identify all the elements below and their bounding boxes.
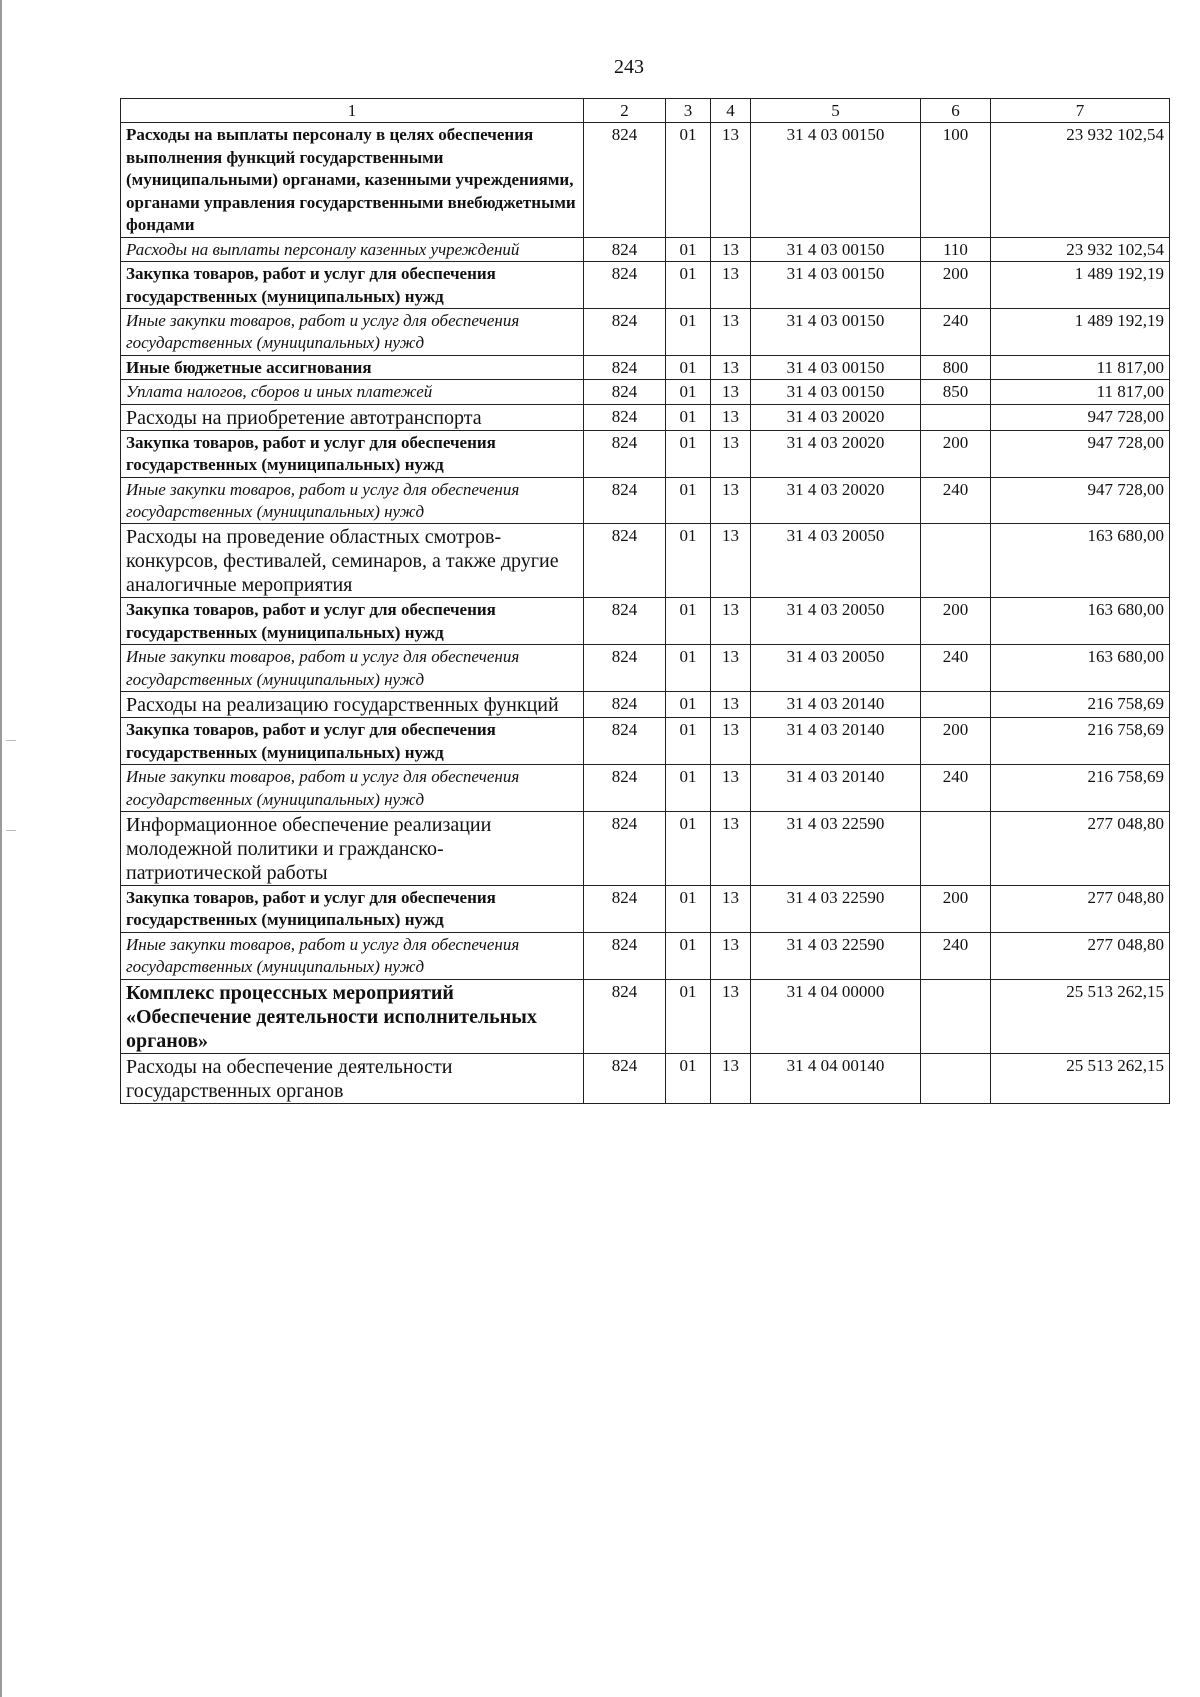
- table-row: [121, 524, 1170, 598]
- table-row: [121, 645, 1170, 692]
- amount-cell: 277 048,80: [991, 932, 1170, 979]
- section-code-cell: 01: [666, 1053, 711, 1103]
- target-article-cell: 31 4 03 20140: [751, 765, 921, 812]
- column-header: 2: [584, 99, 666, 123]
- subsection-code-cell: 13: [711, 380, 751, 404]
- target-article-cell: 31 4 03 00150: [751, 262, 921, 309]
- expense-name-cell: Закупка товаров, работ и услуг для обеспечения государственных (муниципальных) нужд: [121, 598, 584, 645]
- target-article-cell: 31 4 03 22590: [751, 932, 921, 979]
- target-article-cell: 31 4 04 00140: [751, 1053, 921, 1103]
- subsection-code-cell: 13: [711, 765, 751, 812]
- section-code-cell: 01: [666, 308, 711, 355]
- section-code-cell: 01: [666, 885, 711, 932]
- subsection-code-cell: 13: [711, 355, 751, 379]
- table-row: [121, 123, 1170, 237]
- target-article-cell: 31 4 03 20140: [751, 692, 921, 718]
- expense-type-cell: [921, 811, 991, 885]
- section-code-cell: 01: [666, 123, 711, 237]
- expense-name-cell: Закупка товаров, работ и услуг для обеспечения государственных (муниципальных) нужд: [121, 718, 584, 765]
- expense-type-cell: 200: [921, 718, 991, 765]
- table-row: [121, 765, 1170, 812]
- expense-type-cell: 240: [921, 308, 991, 355]
- expense-name-cell: Иные закупки товаров, работ и услуг для обеспечения государственных (муниципальных) нужд: [121, 645, 584, 692]
- table-row: [121, 885, 1170, 932]
- expense-type-cell: 240: [921, 477, 991, 524]
- grbs-code-cell: 824: [584, 811, 666, 885]
- amount-cell: 947 728,00: [991, 404, 1170, 430]
- expense-type-cell: 100: [921, 123, 991, 237]
- section-code-cell: 01: [666, 932, 711, 979]
- target-article-cell: 31 4 03 00150: [751, 237, 921, 261]
- target-article-cell: 31 4 03 20050: [751, 645, 921, 692]
- column-header: 3: [666, 99, 711, 123]
- expense-type-cell: [921, 692, 991, 718]
- subsection-code-cell: 13: [711, 123, 751, 237]
- grbs-code-cell: 824: [584, 979, 666, 1053]
- expense-type-cell: [921, 524, 991, 598]
- section-code-cell: 01: [666, 355, 711, 379]
- expense-name-cell: Иные закупки товаров, работ и услуг для обеспечения государственных (муниципальных) нужд: [121, 932, 584, 979]
- grbs-code-cell: 824: [584, 645, 666, 692]
- expense-name-cell: Расходы на обеспечение деятельности государственных органов: [121, 1053, 584, 1103]
- expense-name-cell: Иные закупки товаров, работ и услуг для обеспечения государственных (муниципальных) нужд: [121, 765, 584, 812]
- subsection-code-cell: 13: [711, 237, 751, 261]
- expense-name-cell: Иные закупки товаров, работ и услуг для обеспечения государственных (муниципальных) нужд: [121, 308, 584, 355]
- grbs-code-cell: 824: [584, 885, 666, 932]
- column-number-row: [121, 99, 1170, 123]
- section-code-cell: 01: [666, 811, 711, 885]
- page-edge-line: [0, 0, 2, 1697]
- target-article-cell: 31 4 03 22590: [751, 885, 921, 932]
- grbs-code-cell: 824: [584, 524, 666, 598]
- subsection-code-cell: 13: [711, 308, 751, 355]
- expense-type-cell: 240: [921, 932, 991, 979]
- grbs-code-cell: 824: [584, 430, 666, 477]
- column-header: 4: [711, 99, 751, 123]
- page-edge-mark: [6, 740, 16, 741]
- amount-cell: 23 932 102,54: [991, 123, 1170, 237]
- subsection-code-cell: 13: [711, 477, 751, 524]
- table-row: [121, 477, 1170, 524]
- expense-type-cell: [921, 404, 991, 430]
- amount-cell: 947 728,00: [991, 477, 1170, 524]
- grbs-code-cell: 824: [584, 477, 666, 524]
- grbs-code-cell: 824: [584, 692, 666, 718]
- column-header: 1: [121, 99, 584, 123]
- expense-type-cell: 200: [921, 885, 991, 932]
- expense-type-cell: 800: [921, 355, 991, 379]
- amount-cell: 216 758,69: [991, 692, 1170, 718]
- subsection-code-cell: 13: [711, 885, 751, 932]
- subsection-code-cell: 13: [711, 979, 751, 1053]
- amount-cell: 163 680,00: [991, 598, 1170, 645]
- grbs-code-cell: 824: [584, 123, 666, 237]
- amount-cell: 163 680,00: [991, 645, 1170, 692]
- section-code-cell: 01: [666, 430, 711, 477]
- table-row: [121, 718, 1170, 765]
- section-code-cell: 01: [666, 645, 711, 692]
- subsection-code-cell: 13: [711, 524, 751, 598]
- table-row: [121, 430, 1170, 477]
- expense-type-cell: 200: [921, 262, 991, 309]
- subsection-code-cell: 13: [711, 718, 751, 765]
- expense-name-cell: Расходы на выплаты персоналу в целях обеспечения выполнения функций государственными (муниципальными) органами, казенными учреждениями, органами управления государственными внебюджетными фондами: [121, 123, 584, 237]
- expense-type-cell: [921, 1053, 991, 1103]
- section-code-cell: 01: [666, 692, 711, 718]
- grbs-code-cell: 824: [584, 355, 666, 379]
- section-code-cell: 01: [666, 979, 711, 1053]
- target-article-cell: 31 4 03 20020: [751, 430, 921, 477]
- amount-cell: 277 048,80: [991, 811, 1170, 885]
- table-row: [121, 932, 1170, 979]
- target-article-cell: 31 4 04 00000: [751, 979, 921, 1053]
- target-article-cell: 31 4 03 00150: [751, 123, 921, 237]
- grbs-code-cell: 824: [584, 598, 666, 645]
- expense-name-cell: Комплекс процессных мероприятий «Обеспечение деятельности исполнительных органов»: [121, 979, 584, 1053]
- amount-cell: 163 680,00: [991, 524, 1170, 598]
- expense-name-cell: Расходы на реализацию государственных функций: [121, 692, 584, 718]
- grbs-code-cell: 824: [584, 380, 666, 404]
- table-row: [121, 692, 1170, 718]
- subsection-code-cell: 13: [711, 811, 751, 885]
- target-article-cell: 31 4 03 20140: [751, 718, 921, 765]
- expense-type-cell: 200: [921, 598, 991, 645]
- table-row: [121, 404, 1170, 430]
- target-article-cell: 31 4 03 20020: [751, 477, 921, 524]
- table-row: [121, 979, 1170, 1053]
- amount-cell: 23 932 102,54: [991, 237, 1170, 261]
- expense-name-cell: Расходы на проведение областных смотров-конкурсов, фестивалей, семинаров, а также другие аналогичные мероприятия: [121, 524, 584, 598]
- expense-type-cell: 200: [921, 430, 991, 477]
- section-code-cell: 01: [666, 524, 711, 598]
- grbs-code-cell: 824: [584, 404, 666, 430]
- page-edge-mark: [6, 830, 16, 831]
- expense-type-cell: 850: [921, 380, 991, 404]
- table-row: [121, 598, 1170, 645]
- target-article-cell: 31 4 03 22590: [751, 811, 921, 885]
- grbs-code-cell: 824: [584, 718, 666, 765]
- amount-cell: 11 817,00: [991, 380, 1170, 404]
- target-article-cell: 31 4 03 00150: [751, 380, 921, 404]
- expense-type-cell: 240: [921, 765, 991, 812]
- target-article-cell: 31 4 03 20020: [751, 404, 921, 430]
- subsection-code-cell: 13: [711, 430, 751, 477]
- budget-table-body: [121, 123, 1170, 1103]
- subsection-code-cell: 13: [711, 692, 751, 718]
- table-row: [121, 811, 1170, 885]
- column-header: 5: [751, 99, 921, 123]
- amount-cell: 216 758,69: [991, 718, 1170, 765]
- amount-cell: 1 489 192,19: [991, 308, 1170, 355]
- amount-cell: 947 728,00: [991, 430, 1170, 477]
- expense-name-cell: Информационное обеспечение реализации молодежной политики и гражданско-патриотической работы: [121, 811, 584, 885]
- section-code-cell: 01: [666, 718, 711, 765]
- expense-name-cell: Закупка товаров, работ и услуг для обеспечения государственных (муниципальных) нужд: [121, 885, 584, 932]
- amount-cell: 25 513 262,15: [991, 979, 1170, 1053]
- subsection-code-cell: 13: [711, 1053, 751, 1103]
- expense-type-cell: [921, 979, 991, 1053]
- column-header: 7: [991, 99, 1170, 123]
- section-code-cell: 01: [666, 765, 711, 812]
- section-code-cell: 01: [666, 380, 711, 404]
- expense-name-cell: Закупка товаров, работ и услуг для обеспечения государственных (муниципальных) нужд: [121, 262, 584, 309]
- target-article-cell: 31 4 03 00150: [751, 355, 921, 379]
- grbs-code-cell: 824: [584, 262, 666, 309]
- section-code-cell: 01: [666, 237, 711, 261]
- expense-type-cell: 240: [921, 645, 991, 692]
- target-article-cell: 31 4 03 00150: [751, 308, 921, 355]
- table-row: [121, 380, 1170, 404]
- expense-name-cell: Расходы на приобретение автотранспорта: [121, 404, 584, 430]
- amount-cell: 1 489 192,19: [991, 262, 1170, 309]
- amount-cell: 216 758,69: [991, 765, 1170, 812]
- expense-name-cell: Иные бюджетные ассигнования: [121, 355, 584, 379]
- subsection-code-cell: 13: [711, 598, 751, 645]
- target-article-cell: 31 4 03 20050: [751, 524, 921, 598]
- section-code-cell: 01: [666, 477, 711, 524]
- subsection-code-cell: 13: [711, 645, 751, 692]
- section-code-cell: 01: [666, 404, 711, 430]
- expense-name-cell: Расходы на выплаты персоналу казенных учреждений: [121, 237, 584, 261]
- section-code-cell: 01: [666, 598, 711, 645]
- grbs-code-cell: 824: [584, 765, 666, 812]
- expense-name-cell: Уплата налогов, сборов и иных платежей: [121, 380, 584, 404]
- grbs-code-cell: 824: [584, 1053, 666, 1103]
- table-row: [121, 237, 1170, 261]
- column-header: 6: [921, 99, 991, 123]
- grbs-code-cell: 824: [584, 308, 666, 355]
- grbs-code-cell: 824: [584, 237, 666, 261]
- subsection-code-cell: 13: [711, 262, 751, 309]
- table-row: [121, 308, 1170, 355]
- table-row: [121, 262, 1170, 309]
- expense-name-cell: Иные закупки товаров, работ и услуг для обеспечения государственных (муниципальных) нужд: [121, 477, 584, 524]
- subsection-code-cell: 13: [711, 932, 751, 979]
- table-row: [121, 1053, 1170, 1103]
- amount-cell: 25 513 262,15: [991, 1053, 1170, 1103]
- target-article-cell: 31 4 03 20050: [751, 598, 921, 645]
- subsection-code-cell: 13: [711, 404, 751, 430]
- grbs-code-cell: 824: [584, 932, 666, 979]
- amount-cell: 277 048,80: [991, 885, 1170, 932]
- page-number: 243: [614, 56, 644, 78]
- expense-type-cell: 110: [921, 237, 991, 261]
- section-code-cell: 01: [666, 262, 711, 309]
- expense-name-cell: Закупка товаров, работ и услуг для обеспечения государственных (муниципальных) нужд: [121, 430, 584, 477]
- amount-cell: 11 817,00: [991, 355, 1170, 379]
- budget-table: [120, 98, 1170, 1104]
- table-row: [121, 355, 1170, 379]
